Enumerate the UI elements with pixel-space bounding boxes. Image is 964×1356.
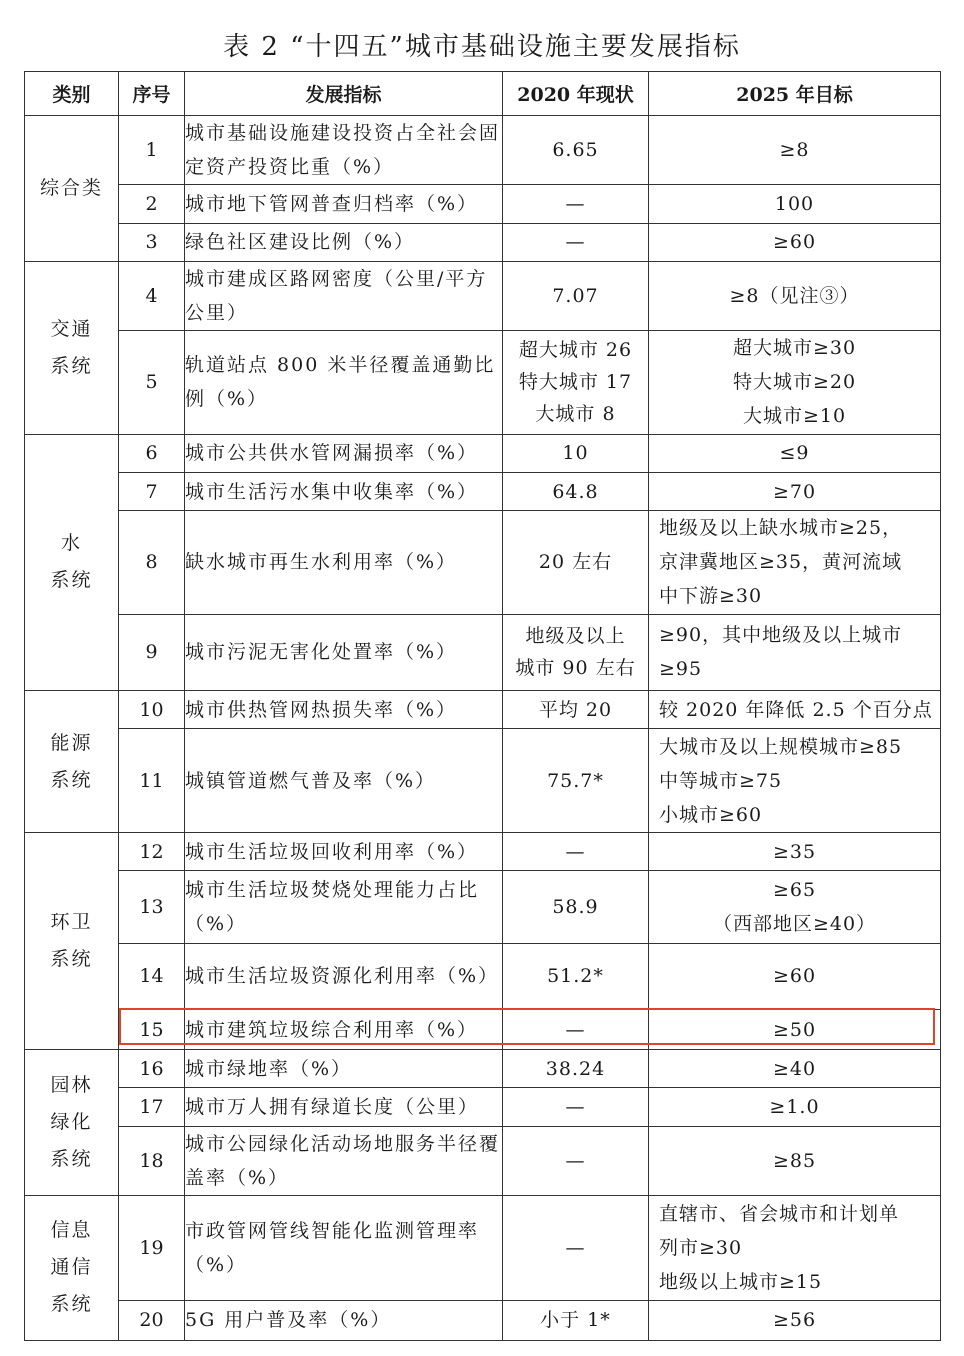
status-2020-value: 51.2* bbox=[547, 965, 604, 988]
target-2025-cell bbox=[649, 943, 941, 1009]
row-number: 10 bbox=[119, 691, 185, 729]
status-2020-value: — bbox=[565, 1149, 586, 1172]
table-row bbox=[25, 331, 941, 435]
target-2025-cell bbox=[649, 116, 941, 185]
category-cell-greening bbox=[25, 1050, 119, 1196]
indicators-table bbox=[24, 71, 941, 1341]
target-2025-cell bbox=[649, 331, 941, 435]
target-2025-cell bbox=[649, 1050, 941, 1088]
target-2025-value: 列市≥30 bbox=[659, 1236, 743, 1259]
status-2020-value: 38.24 bbox=[545, 1057, 606, 1080]
target-2025-value: ≥60 bbox=[772, 965, 817, 988]
row-number: 16 bbox=[119, 1050, 185, 1088]
status-2020-value: 10 bbox=[562, 442, 589, 465]
target-2025-value: ≥85 bbox=[772, 1149, 817, 1172]
status-2020-cell bbox=[503, 614, 649, 690]
table-row bbox=[25, 1088, 941, 1126]
status-2020-cell bbox=[503, 472, 649, 510]
target-2025-value: ≥56 bbox=[772, 1309, 817, 1332]
status-2020-cell bbox=[503, 691, 649, 729]
table-row bbox=[25, 943, 941, 1009]
status-2020-cell bbox=[503, 1009, 649, 1049]
category-label: 绿化 bbox=[50, 1111, 93, 1134]
target-2025-value: 京津冀地区≥35，黄河流域 bbox=[659, 551, 903, 574]
status-2020-value: 特大城市 17 bbox=[518, 371, 633, 394]
category-label: 综合类 bbox=[39, 176, 103, 199]
indicator-name: 城市绿地率（%） bbox=[185, 1050, 503, 1088]
indicator-name: 城市生活垃圾回收利用率（%） bbox=[185, 832, 503, 870]
status-2020-value: 超大城市 26 bbox=[518, 339, 633, 362]
row-number: 20 bbox=[119, 1300, 185, 1340]
row-number: 19 bbox=[119, 1195, 185, 1300]
status-2020-value: — bbox=[565, 1018, 586, 1041]
status-2020-cell bbox=[503, 185, 649, 223]
indicator-name: 城市污泥无害化处置率（%） bbox=[185, 614, 503, 690]
table-row bbox=[25, 116, 941, 185]
header-status-2020: 2020 年现状 bbox=[503, 72, 649, 116]
category-label: 环卫 bbox=[50, 911, 93, 934]
status-2020-value: 地级及以上 bbox=[525, 625, 626, 648]
indicator-name: 城市公园绿化活动场地服务半径覆盖率（%） bbox=[185, 1126, 503, 1195]
target-2025-cell bbox=[649, 1300, 941, 1340]
status-2020-value: 58.9 bbox=[552, 895, 599, 918]
target-2025-cell bbox=[649, 1195, 941, 1300]
status-2020-value: 大城市 8 bbox=[535, 403, 616, 426]
indicator-name: 城市建成区路网密度（公里/平方公里） bbox=[185, 261, 503, 330]
target-2025-value: ≤9 bbox=[779, 442, 810, 465]
status-2020-value: — bbox=[565, 192, 586, 215]
status-2020-value: — bbox=[565, 231, 586, 254]
indicator-name: 市政管网管线智能化监测管理率（%） bbox=[185, 1195, 503, 1300]
header-number: 序号 bbox=[119, 72, 185, 116]
table-row bbox=[25, 871, 941, 943]
target-2025-value: ≥8（见注③） bbox=[729, 284, 860, 307]
category-label: 交通 bbox=[50, 317, 93, 340]
target-2025-value: 直辖市、省会城市和计划单 bbox=[659, 1202, 900, 1225]
target-2025-value: ≥50 bbox=[772, 1018, 817, 1041]
target-2025-value: ≥95 bbox=[659, 658, 703, 681]
table-row bbox=[25, 261, 941, 330]
status-2020-cell bbox=[503, 511, 649, 615]
category-cell-comprehensive bbox=[25, 116, 119, 262]
status-2020-value: 64.8 bbox=[552, 480, 599, 503]
header-row bbox=[25, 72, 941, 116]
row-number: 3 bbox=[119, 223, 185, 261]
target-2025-value: 特大城市≥20 bbox=[732, 371, 857, 394]
row-number: 5 bbox=[119, 331, 185, 435]
category-label: 系统 bbox=[50, 569, 93, 592]
indicator-name: 城市公共供水管网漏损率（%） bbox=[185, 434, 503, 472]
category-label: 能源 bbox=[50, 731, 93, 754]
target-2025-cell bbox=[649, 223, 941, 261]
category-label: 水 bbox=[60, 532, 82, 555]
table-row bbox=[25, 1050, 941, 1088]
target-2025-value: 地级及以上缺水城市≥25， bbox=[659, 517, 903, 540]
row-number: 8 bbox=[119, 511, 185, 615]
row-number: 4 bbox=[119, 261, 185, 330]
table-row bbox=[25, 1300, 941, 1340]
status-2020-value: 小于 1* bbox=[540, 1309, 611, 1332]
target-2025-value: 100 bbox=[774, 192, 815, 215]
table-row bbox=[25, 472, 941, 510]
target-2025-value: 地级以上城市≥15 bbox=[659, 1270, 823, 1293]
status-2020-cell bbox=[503, 261, 649, 330]
table-row bbox=[25, 434, 941, 472]
category-label: 通信 bbox=[50, 1256, 93, 1279]
table-row bbox=[25, 511, 941, 615]
table-row bbox=[25, 832, 941, 870]
status-2020-cell bbox=[503, 223, 649, 261]
target-2025-value: ≥90，其中地级及以上城市 bbox=[659, 624, 903, 647]
status-2020-value: — bbox=[565, 840, 586, 863]
category-cell-sanitation bbox=[25, 832, 119, 1049]
category-label: 系统 bbox=[50, 768, 93, 791]
indicator-name: 城市基础设施建设投资占全社会固定资产投资比重（%） bbox=[185, 116, 503, 185]
status-2020-cell bbox=[503, 1126, 649, 1195]
category-label: 园林 bbox=[50, 1074, 93, 1097]
target-2025-value: ≥60 bbox=[772, 231, 817, 254]
table-row bbox=[25, 729, 941, 833]
category-label: 系统 bbox=[50, 1148, 93, 1171]
row-number: 15 bbox=[119, 1009, 185, 1049]
row-number: 7 bbox=[119, 472, 185, 510]
target-2025-value: （西部地区≥40） bbox=[712, 912, 877, 935]
indicator-name: 5G 用户普及率（%） bbox=[185, 1300, 503, 1340]
indicator-name: 城市生活污水集中收集率（%） bbox=[185, 472, 503, 510]
status-2020-cell bbox=[503, 871, 649, 943]
status-2020-cell bbox=[503, 331, 649, 435]
target-2025-value: 大城市≥10 bbox=[742, 405, 847, 428]
row-number: 18 bbox=[119, 1126, 185, 1195]
target-2025-cell bbox=[649, 1088, 941, 1126]
table-row bbox=[25, 1009, 941, 1049]
target-2025-value: ≥70 bbox=[772, 480, 817, 503]
status-2020-value: 城市 90 左右 bbox=[515, 657, 636, 680]
status-2020-value: 7.07 bbox=[552, 284, 599, 307]
status-2020-cell bbox=[503, 434, 649, 472]
table-row bbox=[25, 1126, 941, 1195]
target-2025-value: ≥40 bbox=[772, 1057, 817, 1080]
category-cell-energy bbox=[25, 691, 119, 833]
table-row bbox=[25, 691, 941, 729]
row-number: 12 bbox=[119, 832, 185, 870]
status-2020-cell bbox=[503, 832, 649, 870]
status-2020-value: 平均 20 bbox=[538, 698, 613, 721]
category-cell-water bbox=[25, 434, 119, 690]
status-2020-value: — bbox=[565, 1095, 586, 1118]
target-2025-cell bbox=[649, 472, 941, 510]
category-label: 系统 bbox=[50, 948, 93, 971]
row-number: 6 bbox=[119, 434, 185, 472]
target-2025-value: 小城市≥60 bbox=[659, 803, 763, 826]
status-2020-cell bbox=[503, 1088, 649, 1126]
status-2020-value: 20 左右 bbox=[538, 551, 613, 574]
status-2020-cell bbox=[503, 943, 649, 1009]
table-row bbox=[25, 614, 941, 690]
target-2025-cell bbox=[649, 871, 941, 943]
row-number: 13 bbox=[119, 871, 185, 943]
page-title: 表 2 “十四五”城市基础设施主要发展指标 bbox=[223, 32, 741, 62]
indicator-name: 城市供热管网热损失率（%） bbox=[185, 691, 503, 729]
table-row bbox=[25, 185, 941, 223]
indicator-name: 城市生活垃圾资源化利用率（%） bbox=[185, 943, 503, 1009]
target-2025-value: ≥35 bbox=[772, 840, 817, 863]
row-number: 1 bbox=[119, 116, 185, 185]
indicator-name: 城市建筑垃圾综合利用率（%） bbox=[185, 1009, 503, 1049]
target-2025-value: 大城市及以上规模城市≥85 bbox=[659, 735, 903, 758]
header-indicator: 发展指标 bbox=[185, 72, 503, 116]
target-2025-cell bbox=[649, 691, 941, 729]
target-2025-cell bbox=[649, 614, 941, 690]
target-2025-cell bbox=[649, 729, 941, 833]
indicator-name: 城市地下管网普查归档率（%） bbox=[185, 185, 503, 223]
header-target-2025: 2025 年目标 bbox=[649, 72, 941, 116]
table-row bbox=[25, 1195, 941, 1300]
status-2020-value: 6.65 bbox=[552, 139, 599, 162]
category-label: 系统 bbox=[50, 354, 93, 377]
status-2020-cell bbox=[503, 116, 649, 185]
target-2025-value: 较 2020 年降低 2.5 个百分点 bbox=[659, 698, 933, 721]
category-cell-info bbox=[25, 1195, 119, 1340]
indicator-name: 城镇管道燃气普及率（%） bbox=[185, 729, 503, 833]
category-label: 系统 bbox=[50, 1293, 93, 1316]
target-2025-cell bbox=[649, 511, 941, 615]
target-2025-cell bbox=[649, 434, 941, 472]
target-2025-value: 中等城市≥75 bbox=[659, 769, 783, 792]
target-2025-cell bbox=[649, 185, 941, 223]
category-cell-transport bbox=[25, 261, 119, 434]
target-2025-value: 中下游≥30 bbox=[659, 585, 763, 608]
indicator-name: 轨道站点 800 米半径覆盖通勤比例（%） bbox=[185, 331, 503, 435]
header-category: 类别 bbox=[25, 72, 119, 116]
status-2020-cell bbox=[503, 1195, 649, 1300]
target-2025-cell bbox=[649, 1009, 941, 1049]
target-2025-value: ≥65 bbox=[772, 878, 817, 901]
target-2025-cell bbox=[649, 832, 941, 870]
indicator-name: 绿色社区建设比例（%） bbox=[185, 223, 503, 261]
status-2020-value: 75.7* bbox=[547, 769, 604, 792]
row-number: 11 bbox=[119, 729, 185, 833]
target-2025-cell bbox=[649, 261, 941, 330]
row-number: 17 bbox=[119, 1088, 185, 1126]
target-2025-cell bbox=[649, 1126, 941, 1195]
status-2020-cell bbox=[503, 1050, 649, 1088]
target-2025-value: ≥8 bbox=[779, 139, 810, 162]
row-number: 9 bbox=[119, 614, 185, 690]
status-2020-value: — bbox=[565, 1236, 586, 1259]
indicator-name: 城市万人拥有绿道长度（公里） bbox=[185, 1088, 503, 1126]
target-2025-value: 超大城市≥30 bbox=[732, 337, 857, 360]
indicator-name: 缺水城市再生水利用率（%） bbox=[185, 511, 503, 615]
row-number: 2 bbox=[119, 185, 185, 223]
status-2020-cell bbox=[503, 729, 649, 833]
row-number: 14 bbox=[119, 943, 185, 1009]
category-label: 信息 bbox=[50, 1219, 93, 1242]
indicator-name: 城市生活垃圾焚烧处理能力占比（%） bbox=[185, 871, 503, 943]
status-2020-cell bbox=[503, 1300, 649, 1340]
table-row bbox=[25, 223, 941, 261]
target-2025-value: ≥1.0 bbox=[769, 1095, 820, 1118]
